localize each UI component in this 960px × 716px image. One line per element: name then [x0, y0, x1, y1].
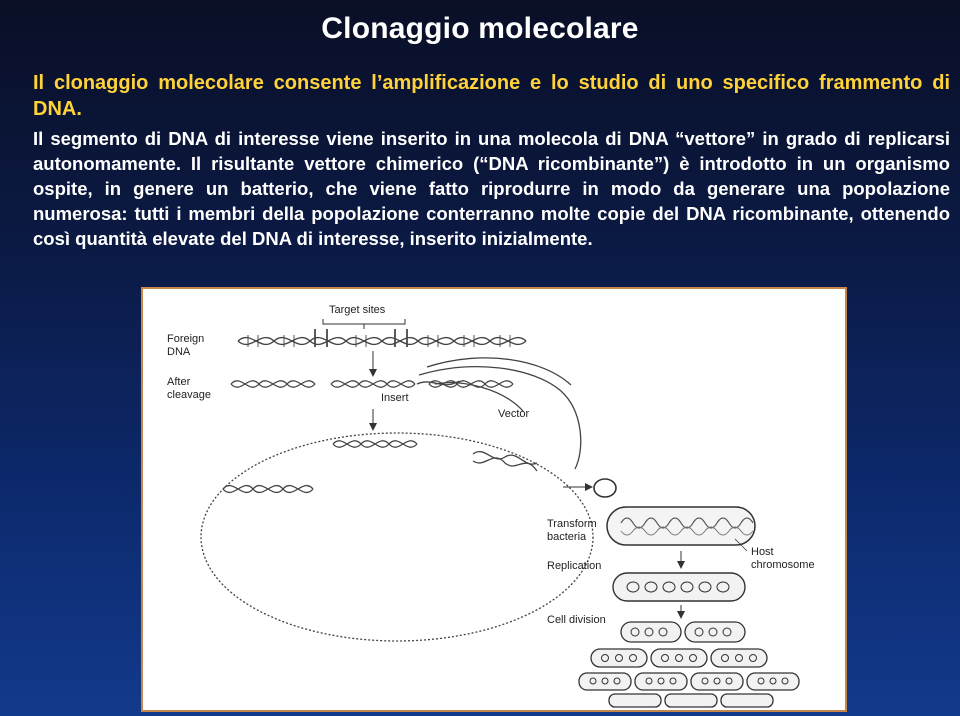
dividing-bacteria — [579, 622, 799, 707]
host-chromosome-label-1: Host — [751, 546, 774, 558]
host-chromosome-label-2: chromosome — [751, 559, 815, 571]
transform-bacteria-label-1: Transform — [547, 518, 597, 530]
vector-label: Vector — [498, 408, 530, 420]
cell-division-label: Cell division — [547, 614, 606, 626]
plasmid-icon — [594, 479, 616, 497]
replication-label: Replication — [547, 560, 602, 572]
intro-text: Il clonaggio molecolare consente l’amplificazione e lo studio di uno specifico frammento di DNA. — [33, 72, 950, 120]
insert-label: Insert — [381, 392, 409, 404]
target-sites-label: Target sites — [329, 304, 386, 316]
foreign-dna-label-2: DNA — [167, 346, 191, 358]
replicating-bacterium — [613, 573, 745, 601]
foreign-dna-label-1: Foreign — [167, 333, 205, 345]
transformed-bacterium — [607, 507, 755, 551]
body-paragraph: Il segmento di DNA di interesse viene inserito in una molecola di DNA “vettore” in grado di replicarsi autonomamente. Il risultante vettore chimerico (“DNA ricombinante”) è introdotto in un organismo ospite, in genere un batterio, che viene fatto riprodurre in modo da generare una popolazione numerosa: tutti i membri della popolazione conterranno molte copie del DNA ricombinante, ottenendo così quantità elevate del DNA di interesse, inserito inizialmente. — [33, 128, 950, 249]
transform-bacteria-label-2: bacteria — [547, 531, 587, 543]
after-cleavage-label-2: cleavage — [167, 389, 212, 401]
cloning-diagram — [141, 287, 847, 712]
cloning-diagram-svg — [143, 289, 845, 710]
after-cleavage-label-1: After — [167, 376, 191, 388]
recombinant-plasmid — [201, 433, 593, 641]
foreign-dna-helix — [238, 335, 526, 347]
slide-title: Clonaggio molecolare — [321, 12, 639, 45]
